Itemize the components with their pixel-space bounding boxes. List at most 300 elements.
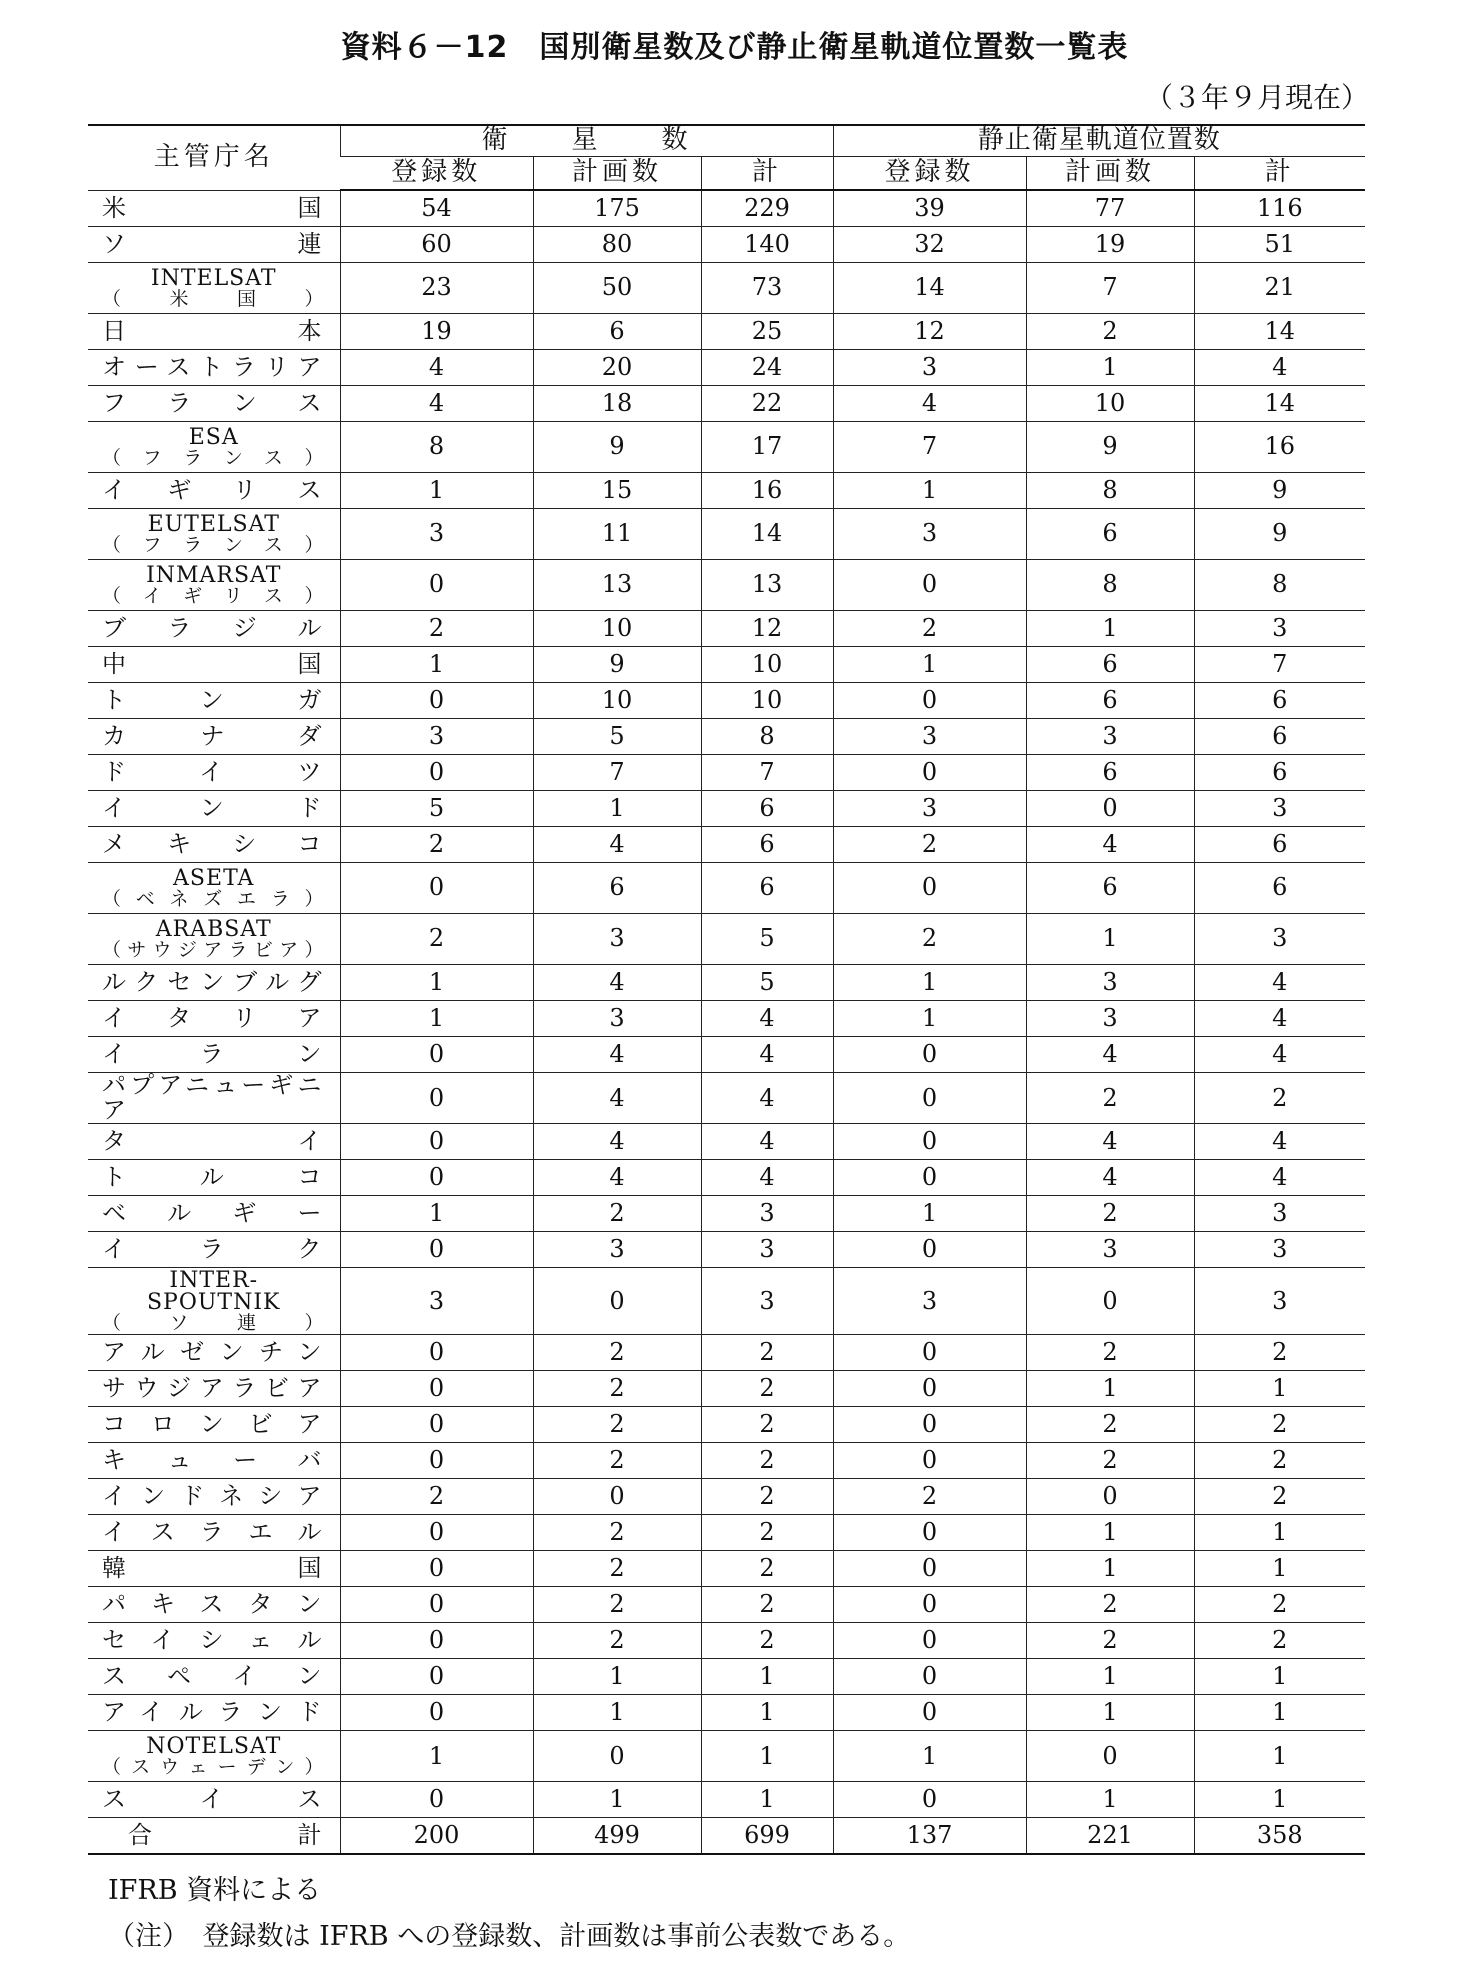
orbit-total-cell: 1: [1194, 1515, 1365, 1551]
planned-cell: 2: [533, 1551, 701, 1587]
agency-name-cell: [88, 263, 340, 314]
orbit-planned-cell: 4: [1026, 827, 1194, 863]
planned-cell: 0: [533, 1268, 701, 1335]
agency-name-cell: スイス: [88, 1782, 340, 1818]
registered-cell: 8: [340, 422, 533, 473]
table-body: [88, 190, 1365, 1854]
agency-name-cell: タイ: [88, 1124, 340, 1160]
planned-cell: 3: [533, 914, 701, 965]
table-row: [88, 965, 1365, 1001]
orbit-registered-cell: 12: [833, 314, 1026, 350]
orbit-total-cell: 6: [1194, 755, 1365, 791]
orbit-registered-cell: 0: [833, 863, 1026, 914]
orbit-registered-cell: 0: [833, 1124, 1026, 1160]
planned-cell: 499: [533, 1818, 701, 1855]
orbit-registered-cell: 4: [833, 386, 1026, 422]
table-row: [88, 190, 1365, 227]
orbit-planned-cell: 2: [1026, 1407, 1194, 1443]
total-cell: 10: [701, 647, 833, 683]
registered-cell: 1: [340, 1196, 533, 1232]
planned-cell: 50: [533, 263, 701, 314]
orbit-total-cell: 14: [1194, 314, 1365, 350]
orbit-registered-cell: 39: [833, 190, 1026, 227]
agency-name-cell: ドイツ: [88, 755, 340, 791]
orbit-registered-cell: 0: [833, 1407, 1026, 1443]
agency-name-cell: ソ連: [88, 227, 340, 263]
total-cell: 8: [701, 719, 833, 755]
orbit-total-cell: 4: [1194, 965, 1365, 1001]
planned-cell: 3: [533, 1232, 701, 1268]
col-header-orbit-registered: 登録数: [833, 157, 1026, 191]
orbit-planned-cell: 3: [1026, 965, 1194, 1001]
registered-cell: 0: [340, 1659, 533, 1695]
orbit-total-cell: 2: [1194, 1407, 1365, 1443]
table-row: [88, 1659, 1365, 1695]
orbit-registered-cell: 3: [833, 1268, 1026, 1335]
registered-cell: 0: [340, 1160, 533, 1196]
orbit-registered-cell: 0: [833, 1160, 1026, 1196]
total-cell: 6: [701, 863, 833, 914]
table-row: [88, 719, 1365, 755]
orbit-registered-cell: 2: [833, 1479, 1026, 1515]
orbit-registered-cell: 7: [833, 422, 1026, 473]
table-row: [88, 827, 1365, 863]
registered-cell: 4: [340, 386, 533, 422]
total-row: [88, 1818, 1365, 1855]
orbit-registered-cell: 0: [833, 1515, 1026, 1551]
orbit-registered-cell: 1: [833, 647, 1026, 683]
orbit-planned-cell: 6: [1026, 647, 1194, 683]
table-row: [88, 914, 1365, 965]
total-cell: 25: [701, 314, 833, 350]
planned-cell: 4: [533, 1073, 701, 1124]
orbit-planned-cell: 2: [1026, 1443, 1194, 1479]
agency-name-cell: インド: [88, 791, 340, 827]
orbit-total-cell: 1: [1194, 1659, 1365, 1695]
orbit-planned-cell: 1: [1026, 1695, 1194, 1731]
table-row: [88, 683, 1365, 719]
col-header-orbit-total: 計: [1194, 157, 1365, 191]
agency-name-cell: イラク: [88, 1232, 340, 1268]
orbit-planned-cell: 2: [1026, 1196, 1194, 1232]
agency-name-cell: [88, 914, 340, 965]
registered-cell: 0: [340, 1037, 533, 1073]
agency-country: （フランス）: [102, 446, 326, 469]
orbit-planned-cell: 221: [1026, 1818, 1194, 1855]
registered-cell: 0: [340, 560, 533, 611]
agency-name: INTER-: [169, 1267, 259, 1293]
registered-cell: 0: [340, 1335, 533, 1371]
orbit-total-cell: 1: [1194, 1731, 1365, 1782]
table-row: [88, 386, 1365, 422]
table-row: [88, 1124, 1365, 1160]
orbit-planned-cell: 6: [1026, 863, 1194, 914]
total-cell: 2: [701, 1515, 833, 1551]
col-header-total: 計: [701, 157, 833, 191]
orbit-planned-cell: 77: [1026, 190, 1194, 227]
orbits-group-header: 静止衛星軌道位置数: [833, 125, 1365, 157]
agency-name-cell: ルクセンブルグ: [88, 965, 340, 1001]
orbit-total-cell: 3: [1194, 791, 1365, 827]
planned-cell: 2: [533, 1335, 701, 1371]
total-cell: 13: [701, 560, 833, 611]
orbit-planned-cell: 7: [1026, 263, 1194, 314]
registered-cell: 0: [340, 863, 533, 914]
total-cell: 14: [701, 509, 833, 560]
orbit-registered-cell: 0: [833, 1037, 1026, 1073]
planned-cell: 2: [533, 1407, 701, 1443]
planned-cell: 2: [533, 1587, 701, 1623]
total-cell: 6: [701, 791, 833, 827]
orbit-registered-cell: 2: [833, 914, 1026, 965]
planned-cell: 1: [533, 1782, 701, 1818]
table-row: [88, 314, 1365, 350]
orbit-total-cell: 1: [1194, 1551, 1365, 1587]
total-cell: 2: [701, 1335, 833, 1371]
orbit-planned-cell: 1: [1026, 1551, 1194, 1587]
total-cell: 16: [701, 473, 833, 509]
registered-cell: 0: [340, 1623, 533, 1659]
orbit-total-cell: 4: [1194, 1124, 1365, 1160]
orbit-registered-cell: 2: [833, 827, 1026, 863]
orbit-registered-cell: 0: [833, 1659, 1026, 1695]
registered-cell: 0: [340, 1371, 533, 1407]
agency-name-cell: イギリス: [88, 473, 340, 509]
orbit-planned-cell: 2: [1026, 1335, 1194, 1371]
planned-cell: 6: [533, 863, 701, 914]
agency-country: （ソ連）: [102, 1311, 326, 1334]
orbit-total-cell: 4: [1194, 1001, 1365, 1037]
orbit-planned-cell: 1: [1026, 611, 1194, 647]
planned-cell: 2: [533, 1371, 701, 1407]
planned-cell: 4: [533, 1037, 701, 1073]
agency-name-cell: 米国: [88, 190, 340, 227]
table-row: [88, 1268, 1365, 1335]
agency-name-cell: 中国: [88, 647, 340, 683]
total-cell: 1: [701, 1695, 833, 1731]
total-cell: 1: [701, 1659, 833, 1695]
planned-cell: 175: [533, 190, 701, 227]
orbit-planned-cell: 8: [1026, 473, 1194, 509]
planned-cell: 2: [533, 1623, 701, 1659]
orbit-total-cell: 6: [1194, 719, 1365, 755]
planned-cell: 10: [533, 683, 701, 719]
agency-name-cell: [88, 422, 340, 473]
orbit-total-cell: 4: [1194, 1037, 1365, 1073]
agency-name-cell: アルゼンチン: [88, 1335, 340, 1371]
registered-cell: 2: [340, 827, 533, 863]
orbit-planned-cell: 4: [1026, 1037, 1194, 1073]
orbit-planned-cell: 0: [1026, 1268, 1194, 1335]
orbit-planned-cell: 0: [1026, 791, 1194, 827]
table-row: [88, 263, 1365, 314]
orbit-registered-cell: 1: [833, 1731, 1026, 1782]
planned-cell: 13: [533, 560, 701, 611]
orbit-registered-cell: 0: [833, 1695, 1026, 1731]
registered-cell: 0: [340, 1443, 533, 1479]
orbit-registered-cell: 3: [833, 350, 1026, 386]
orbit-registered-cell: 0: [833, 1587, 1026, 1623]
planned-cell: 2: [533, 1443, 701, 1479]
total-cell: 1: [701, 1731, 833, 1782]
agency-name-cell: スペイン: [88, 1659, 340, 1695]
total-cell: 12: [701, 611, 833, 647]
total-cell: 73: [701, 263, 833, 314]
orbit-planned-cell: 3: [1026, 1001, 1194, 1037]
total-cell: 5: [701, 914, 833, 965]
registered-cell: 0: [340, 755, 533, 791]
registered-cell: 200: [340, 1818, 533, 1855]
agency-name-cell: イラン: [88, 1037, 340, 1073]
table-row: [88, 1443, 1365, 1479]
orbit-total-cell: 3: [1194, 611, 1365, 647]
registered-cell: 5: [340, 791, 533, 827]
orbit-registered-cell: 1: [833, 1196, 1026, 1232]
table-row: [88, 1001, 1365, 1037]
orbit-total-cell: 3: [1194, 1268, 1365, 1335]
agency-name-cell: コロンビア: [88, 1407, 340, 1443]
orbit-planned-cell: 0: [1026, 1479, 1194, 1515]
orbit-planned-cell: 4: [1026, 1160, 1194, 1196]
total-cell: 2: [701, 1443, 833, 1479]
orbit-planned-cell: 19: [1026, 227, 1194, 263]
agency-name-cell: ベルギー: [88, 1196, 340, 1232]
orbit-registered-cell: 0: [833, 755, 1026, 791]
total-cell: 7: [701, 755, 833, 791]
orbit-total-cell: 358: [1194, 1818, 1365, 1855]
total-cell: 4: [701, 1001, 833, 1037]
orbit-planned-cell: 2: [1026, 1587, 1194, 1623]
orbit-total-cell: 9: [1194, 473, 1365, 509]
table-row: [88, 1196, 1365, 1232]
planned-cell: 0: [533, 1731, 701, 1782]
orbit-planned-cell: 6: [1026, 755, 1194, 791]
orbit-total-cell: 1: [1194, 1782, 1365, 1818]
total-cell: 3: [701, 1232, 833, 1268]
registered-cell: 0: [340, 1551, 533, 1587]
orbit-total-cell: 6: [1194, 827, 1365, 863]
registered-cell: 54: [340, 190, 533, 227]
agency-name-cell: [88, 509, 340, 560]
table-row: [88, 611, 1365, 647]
orbit-total-cell: 21: [1194, 263, 1365, 314]
orbit-planned-cell: 1: [1026, 1515, 1194, 1551]
agency-name-cell: フランス: [88, 386, 340, 422]
agency-name-cell: アイルランド: [88, 1695, 340, 1731]
table-row: [88, 755, 1365, 791]
orbit-total-cell: 8: [1194, 560, 1365, 611]
agency-name-cell: イタリア: [88, 1001, 340, 1037]
planned-cell: 9: [533, 422, 701, 473]
agency-country: （イギリス）: [102, 584, 326, 607]
total-cell: 4: [701, 1160, 833, 1196]
registered-cell: 19: [340, 314, 533, 350]
registered-cell: 60: [340, 227, 533, 263]
orbit-planned-cell: 10: [1026, 386, 1194, 422]
table-row: [88, 1695, 1365, 1731]
agency-name-line2: SPOUTNIK: [146, 1289, 281, 1315]
agency-name: INTELSAT: [150, 265, 277, 291]
registered-cell: 0: [340, 683, 533, 719]
orbit-total-cell: 2: [1194, 1335, 1365, 1371]
orbit-registered-cell: 3: [833, 509, 1026, 560]
orbit-registered-cell: 0: [833, 560, 1026, 611]
registered-cell: 1: [340, 647, 533, 683]
agency-name-cell: [88, 1731, 340, 1782]
agency-name: ESA: [188, 424, 239, 450]
agency-country: （サウジアラビア）: [102, 938, 326, 961]
total-cell: 1: [701, 1782, 833, 1818]
total-cell: 140: [701, 227, 833, 263]
total-cell: 4: [701, 1073, 833, 1124]
agency-name-cell: インドネシア: [88, 1479, 340, 1515]
planned-cell: 5: [533, 719, 701, 755]
planned-cell: 10: [533, 611, 701, 647]
planned-cell: 1: [533, 1695, 701, 1731]
footnote: （注） 登録数は IFRB への登録数、計画数は事前公表数である。: [108, 1921, 911, 1952]
registered-cell: 0: [340, 1515, 533, 1551]
agency-name: NOTELSAT: [146, 1733, 282, 1759]
table-row: [88, 473, 1365, 509]
agency-header: 主管庁名: [88, 125, 340, 190]
agency-country: （スウェーデン）: [102, 1755, 326, 1778]
registered-cell: 0: [340, 1407, 533, 1443]
agency-name-cell: パプアニューギニア: [88, 1073, 340, 1124]
registered-cell: 3: [340, 719, 533, 755]
orbit-planned-cell: 2: [1026, 1623, 1194, 1659]
orbit-total-cell: 116: [1194, 190, 1365, 227]
planned-cell: 15: [533, 473, 701, 509]
agency-name-cell: セイシェル: [88, 1623, 340, 1659]
table-row: [88, 1232, 1365, 1268]
agency-country: （ベネズエラ）: [102, 887, 326, 910]
orbit-total-cell: 9: [1194, 509, 1365, 560]
total-cell: 6: [701, 827, 833, 863]
agency-name-cell: ブラジル: [88, 611, 340, 647]
registered-cell: 0: [340, 1782, 533, 1818]
orbit-planned-cell: 9: [1026, 422, 1194, 473]
table-row: [88, 1335, 1365, 1371]
orbit-registered-cell: 14: [833, 263, 1026, 314]
orbit-total-cell: 16: [1194, 422, 1365, 473]
orbit-planned-cell: 4: [1026, 1124, 1194, 1160]
orbit-registered-cell: 0: [833, 1073, 1026, 1124]
agency-name-cell: 日本: [88, 314, 340, 350]
planned-cell: 18: [533, 386, 701, 422]
orbit-planned-cell: 1: [1026, 914, 1194, 965]
agency-name-cell: 合計: [128, 1821, 324, 1850]
table-row: [88, 422, 1365, 473]
orbit-planned-cell: 2: [1026, 1073, 1194, 1124]
planned-cell: 3: [533, 1001, 701, 1037]
registered-cell: 23: [340, 263, 533, 314]
agency-name: INMARSAT: [146, 562, 282, 588]
orbit-registered-cell: 1: [833, 1001, 1026, 1037]
registered-cell: 2: [340, 611, 533, 647]
agency-name: EUTELSAT: [147, 511, 280, 537]
orbit-total-cell: 2: [1194, 1587, 1365, 1623]
planned-cell: 4: [533, 1160, 701, 1196]
total-cell: 2: [701, 1407, 833, 1443]
total-cell: 17: [701, 422, 833, 473]
orbit-planned-cell: 3: [1026, 719, 1194, 755]
orbit-planned-cell: 1: [1026, 1371, 1194, 1407]
agency-name-cell: パキスタン: [88, 1587, 340, 1623]
table-row: [88, 1160, 1365, 1196]
source-note: IFRB 資料による: [108, 1875, 322, 1906]
registered-cell: 0: [340, 1587, 533, 1623]
orbit-registered-cell: 0: [833, 1371, 1026, 1407]
agency-name-cell: [88, 560, 340, 611]
table-row: [88, 227, 1365, 263]
planned-cell: 9: [533, 647, 701, 683]
col-header-orbit-planned: 計画数: [1026, 157, 1194, 191]
registered-cell: 0: [340, 1695, 533, 1731]
orbit-total-cell: 1: [1194, 1371, 1365, 1407]
agency-name-cell: [88, 1268, 340, 1335]
total-cell: 2: [701, 1623, 833, 1659]
orbit-registered-cell: 0: [833, 1443, 1026, 1479]
orbit-registered-cell: 2: [833, 611, 1026, 647]
orbit-total-cell: 4: [1194, 350, 1365, 386]
total-cell: 4: [701, 1037, 833, 1073]
planned-cell: 80: [533, 227, 701, 263]
orbit-registered-cell: 3: [833, 719, 1026, 755]
total-cell: 699: [701, 1818, 833, 1855]
planned-cell: 7: [533, 755, 701, 791]
orbit-total-cell: 6: [1194, 683, 1365, 719]
table-row: [88, 1782, 1365, 1818]
total-cell: 2: [701, 1587, 833, 1623]
total-cell: 3: [701, 1196, 833, 1232]
agency-name-cell: カナダ: [88, 719, 340, 755]
total-cell: 10: [701, 683, 833, 719]
agency-name-cell: トンガ: [88, 683, 340, 719]
total-cell: 24: [701, 350, 833, 386]
total-cell: 229: [701, 190, 833, 227]
orbit-total-cell: 2: [1194, 1443, 1365, 1479]
orbit-total-cell: 3: [1194, 914, 1365, 965]
registered-cell: 4: [340, 350, 533, 386]
orbit-total-cell: 14: [1194, 386, 1365, 422]
table-row: [88, 1623, 1365, 1659]
agency-name: ASETA: [173, 865, 255, 891]
orbit-registered-cell: 137: [833, 1818, 1026, 1855]
table-row: [88, 1037, 1365, 1073]
total-cell: 2: [701, 1371, 833, 1407]
total-cell: 4: [701, 1124, 833, 1160]
table-row: [88, 1515, 1365, 1551]
agency-name-cell: サウジアラビア: [88, 1371, 340, 1407]
agency-name: ARABSAT: [155, 916, 272, 942]
planned-cell: 1: [533, 791, 701, 827]
table-row: [88, 1371, 1365, 1407]
table-row: [88, 1407, 1365, 1443]
table-row: [88, 1073, 1365, 1124]
orbit-planned-cell: 1: [1026, 1782, 1194, 1818]
orbit-total-cell: 6: [1194, 863, 1365, 914]
orbit-total-cell: 2: [1194, 1479, 1365, 1515]
planned-cell: 2: [533, 1196, 701, 1232]
orbit-total-cell: 2: [1194, 1073, 1365, 1124]
table-row: [88, 1731, 1365, 1782]
table-row: [88, 560, 1365, 611]
total-cell: 5: [701, 965, 833, 1001]
orbit-registered-cell: 32: [833, 227, 1026, 263]
orbit-total-cell: 3: [1194, 1232, 1365, 1268]
agency-country: （フランス）: [102, 533, 326, 556]
agency-name-cell: 韓国: [88, 1551, 340, 1587]
